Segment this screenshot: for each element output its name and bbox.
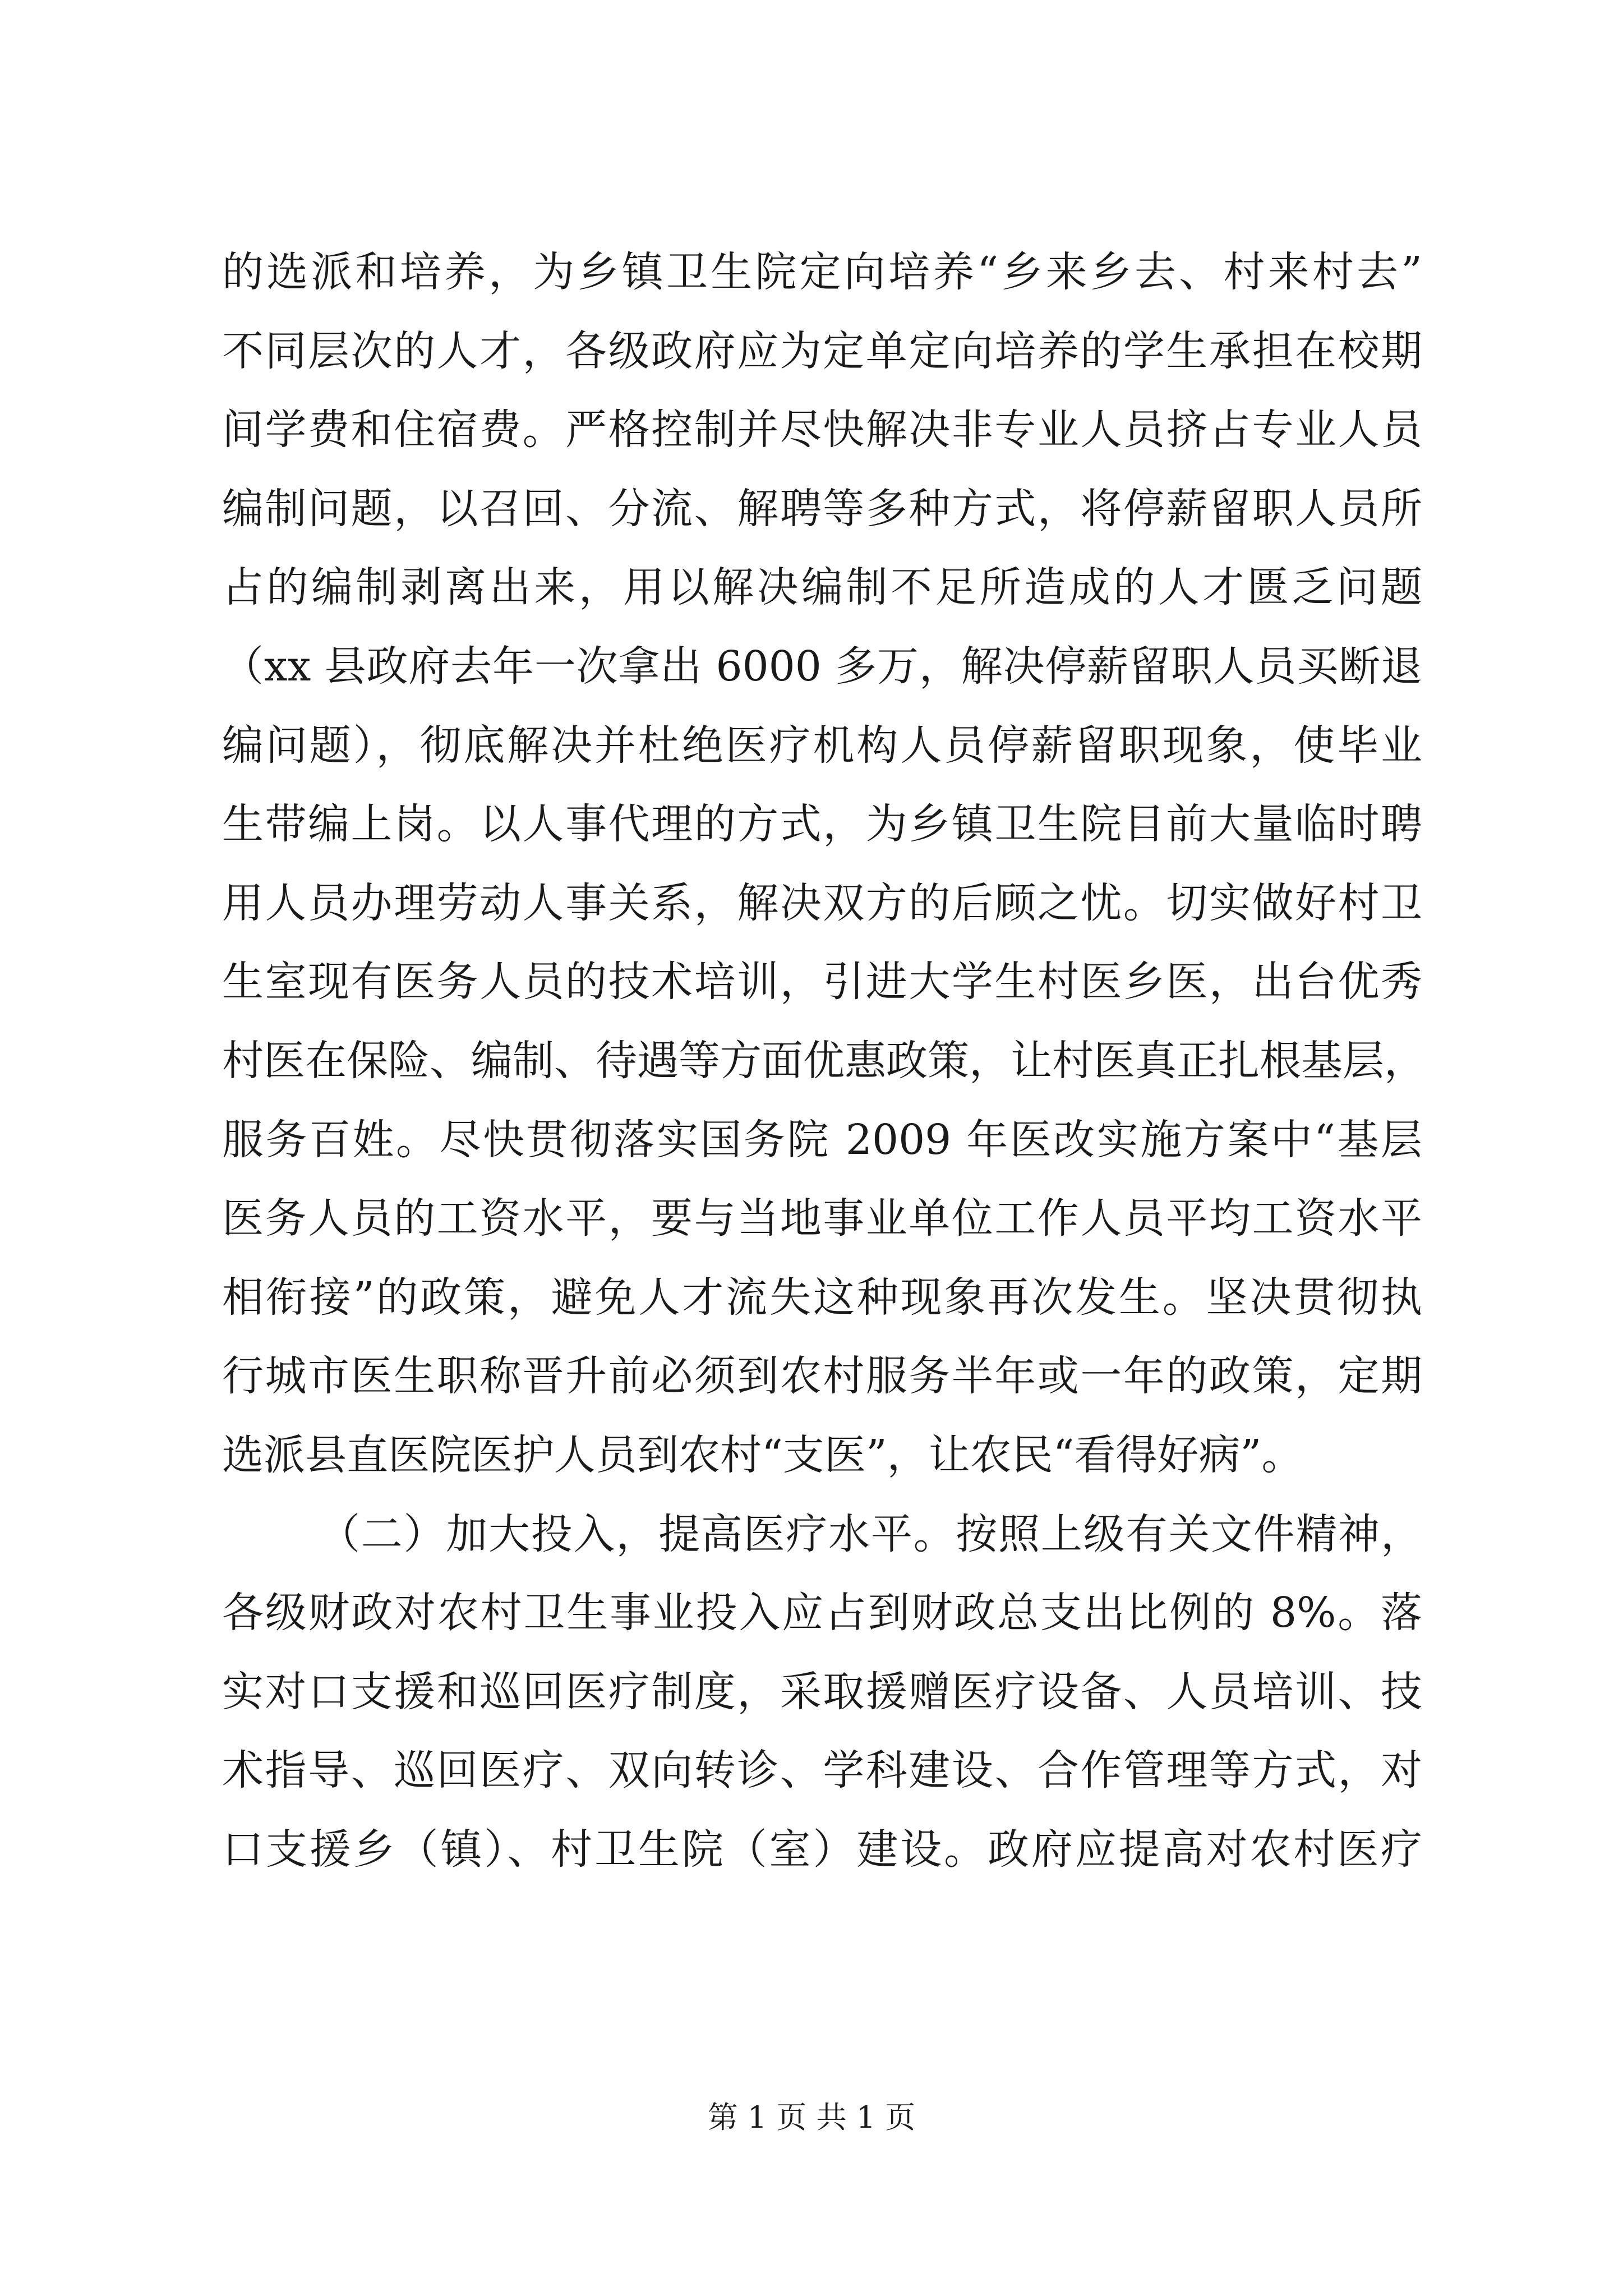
text-line: 的选派和培养，为乡镇卫生院定向培养“乡来乡去、村来村去” xyxy=(222,248,1422,296)
text-line: 术指导、巡回医疗、双向转诊、学科建设、合作管理等方式，对 xyxy=(222,1746,1422,1795)
section-heading-line: （二）加大投入，提高医疗水平。按照上级有关文件精神， xyxy=(319,1510,1422,1558)
body-text xyxy=(222,233,1426,1889)
text-line: 编问题），彻底解决并杜绝医疗机构人员停薪留职现象，使毕业 xyxy=(222,721,1422,770)
text-line: 村医在保险、编制、待遇等方面优惠政策，让村医真正扎根基层， xyxy=(222,1036,1426,1085)
text-line: 口支援乡（镇）、村卫生院（室）建设。政府应提高对农村医疗 xyxy=(222,1825,1422,1874)
text-line: 用人员办理劳动人事关系，解决双方的后顾之忧。切实做好村卫 xyxy=(222,878,1422,927)
text-line: 编制问题，以召回、分流、解聘等多种方式，将停薪留职人员所 xyxy=(222,484,1422,533)
text-line: 各级财政对农村卫生事业投入应占到财政总支出比例的 8%。落 xyxy=(222,1589,1422,1637)
text-line: 不同层次的人才，各级政府应为定单定向培养的学生承担在校期 xyxy=(222,326,1422,375)
text-line: 选派县直医院医护人员到农村“支医”，让农民“看得好病”。 xyxy=(222,1430,1303,1479)
text-line: 行城市医生职称晋升前必须到农村服务半年或一年的政策，定期 xyxy=(222,1352,1422,1401)
text-line: 医务人员的工资水平，要与当地事业单位工作人员平均工资水平 xyxy=(222,1194,1422,1243)
text-line: （xx 县政府去年一次拿出 6000 多万，解决停薪留职人员买断退 xyxy=(222,642,1422,691)
page-footer: 第 1 页 共 1 页 xyxy=(707,2100,916,2135)
text-line: 占的编制剥离出来，用以解决编制不足所造成的人才匮乏问题 xyxy=(222,563,1422,612)
text-line: 生带编上岗。以人事代理的方式，为乡镇卫生院目前大量临时聘 xyxy=(222,800,1422,849)
text-line: 生室现有医务人员的技术培训，引进大学生村医乡医，出台优秀 xyxy=(222,958,1422,1006)
text-line: 相衔接”的政策，避免人才流失这种现象再次发生。坚决贯彻执 xyxy=(222,1273,1422,1322)
text-line: 间学费和住宿费。严格控制并尽快解决非专业人员挤占专业人员 xyxy=(222,406,1422,454)
text-line: 服务百姓。尽快贯彻落实国务院 2009 年医改实施方案中“基层 xyxy=(222,1115,1422,1164)
text-line: 实对口支援和巡回医疗制度，采取援赠医疗设备、人员培训、技 xyxy=(222,1667,1422,1716)
